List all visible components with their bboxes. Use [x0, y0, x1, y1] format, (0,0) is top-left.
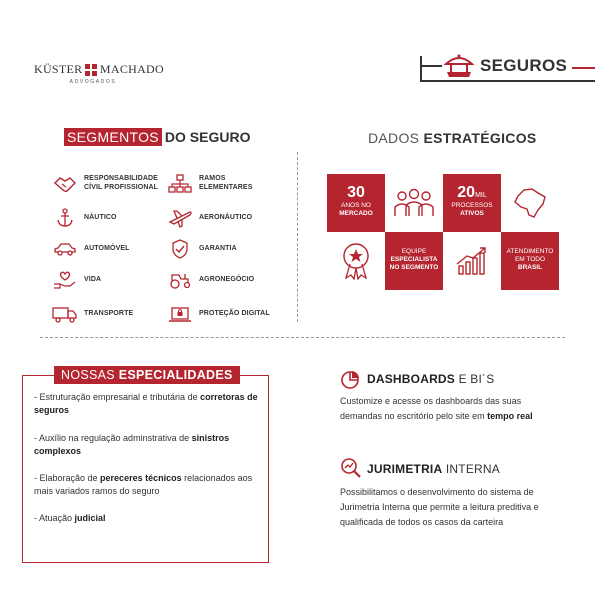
- page-title: SEGUROS: [480, 56, 568, 75]
- header-rule-left: [420, 65, 442, 67]
- vertical-divider: [297, 152, 298, 322]
- header-rule-vertical: [420, 56, 422, 82]
- tile-atendimento-line2: EM TODO: [514, 256, 546, 264]
- segment-label: GARANTIA: [199, 244, 237, 252]
- especialidade-bold: sinistros complexos: [34, 433, 230, 457]
- dashboards-text-bold: tempo real: [487, 410, 533, 421]
- tile-atendimento-line1: ATENDIMENTO: [506, 248, 554, 255]
- tile-anos-mercado: [327, 174, 385, 232]
- tractor-icon: [167, 270, 193, 290]
- segment-item: [167, 304, 270, 324]
- tile-processos-line1: PROCESSOS: [451, 202, 493, 209]
- logo-name-left: KÜSTER: [34, 62, 83, 76]
- dados-title-light: DADOS: [368, 130, 420, 146]
- segmentos-title: [64, 129, 250, 145]
- segment-label: AGRONEGÓCIO: [199, 275, 255, 283]
- org-chart-icon: [167, 174, 193, 194]
- segment-item: [52, 239, 130, 259]
- dashboards-title-bold: DASHBOARDS: [367, 372, 456, 386]
- segment-item: [167, 208, 252, 228]
- jurimetria-title: [367, 462, 500, 476]
- shield-check-icon: [167, 239, 193, 259]
- segment-label: TRANSPORTE: [84, 309, 134, 317]
- segment-item: [52, 174, 158, 194]
- segment-label-line1: RESPONSABILIDADE: [84, 175, 158, 183]
- dashboards-text: [340, 394, 565, 424]
- segment-item: [52, 208, 117, 228]
- dados-title-bold: ESTRATÉGICOS: [423, 130, 537, 146]
- horizontal-divider: [40, 337, 565, 338]
- logo-subtitle: ADVOGADOS: [69, 79, 117, 85]
- segment-item: [167, 174, 252, 194]
- umbrella-shield-icon: [443, 52, 475, 82]
- anchor-icon: [52, 208, 78, 228]
- especialidade-item: [34, 391, 262, 417]
- team-icon: [385, 174, 443, 232]
- growth-chart-icon: [443, 232, 501, 290]
- tile-atendimento: [501, 232, 559, 290]
- segment-label: AERONÁUTICO: [199, 213, 253, 221]
- especialidades-title: [54, 366, 240, 384]
- logo: [34, 62, 164, 86]
- jurimetria-text: Possibilitamos o desenvolvimento do sistema de Jurimetria Interna que permite a leitura preditiva e qualificada de todos os casos da carteira: [340, 487, 539, 527]
- especialidade-item: [34, 512, 262, 525]
- segment-item: [167, 270, 254, 290]
- tile-atendimento-line3: BRASIL: [517, 264, 543, 272]
- tile-equipe-line3: NO SEGMENTO: [389, 264, 439, 272]
- segment-item: [167, 239, 237, 259]
- segment-label-line1: RAMOS: [199, 175, 226, 183]
- especialidade-text: - Atuação: [34, 513, 75, 523]
- segment-item: [52, 304, 133, 324]
- header-accent-rule: [572, 67, 595, 69]
- dashboards-title: [367, 372, 494, 386]
- especialidade-text: - Estruturação empresarial e tributária de: [34, 392, 201, 402]
- tile-equipe-line1: EQUIPE: [401, 248, 427, 255]
- especialidade-item: [34, 432, 262, 458]
- especialidade-text-post: relacionados aos mais variados ramos do seguro: [34, 473, 253, 497]
- especialidade-bold: corretoras de seguros: [34, 392, 258, 416]
- dashboards-text-body: Customize e acesse os dashboards das suas demandas no escritório pelo site em: [340, 396, 522, 421]
- tile-anos-value: 30: [347, 184, 365, 201]
- especialidade-text: - Auxílio na regulação adminstrativa de: [34, 433, 192, 443]
- segment-label: AUTOMÓVEL: [84, 244, 130, 252]
- tile-processos-suffix: MIL: [475, 192, 487, 199]
- logo-name-right: MACHADO: [99, 62, 164, 76]
- handshake-icon: [52, 174, 78, 194]
- tile-equipe: [385, 232, 443, 290]
- especialidade-bold: pereceres técnicos: [100, 473, 182, 483]
- segmentos-title-rest: DO SEGURO: [164, 129, 251, 145]
- dashboards-title-light: E BI´S: [458, 372, 495, 386]
- truck-icon: [52, 304, 78, 324]
- laptop-lock-icon: [167, 304, 193, 324]
- tile-anos-line1: ANOS NO: [341, 202, 371, 209]
- brazil-map-icon: [501, 174, 559, 232]
- segment-label: NÁUTICO: [84, 213, 117, 221]
- jurimetria-title-bold: JURIMETRIA: [367, 462, 443, 476]
- tile-processos-value: 20: [457, 184, 476, 201]
- jurimetria-title-light: INTERNA: [445, 462, 500, 476]
- tile-processos: [443, 174, 501, 232]
- segment-label-line2: ELEMENTARES: [199, 184, 253, 191]
- tile-anos-line2: MERCADO: [339, 210, 373, 218]
- segmentos-title-highlight: SEGMENTOS: [64, 128, 162, 146]
- car-icon: [52, 239, 78, 259]
- dados-title: [368, 130, 537, 146]
- especialidade-bold: judicial: [74, 513, 106, 523]
- tile-equipe-line2: ESPECIALISTA: [390, 256, 438, 264]
- segment-label-line2: CÍVIL PROFISSIONAL: [84, 184, 159, 191]
- pie-chart-icon: [340, 370, 360, 395]
- segment-label: VIDA: [84, 275, 102, 283]
- especialidades-title-bold: ESPECIALIDADES: [118, 368, 233, 382]
- especialidade-text: - Elaboração de: [34, 473, 101, 483]
- magnifier-chart-icon: [340, 457, 362, 484]
- tile-processos-line2: ATIVOS: [460, 210, 484, 218]
- segment-label: PROTEÇÃO DIGITAL: [199, 309, 270, 317]
- airplane-icon: [167, 208, 193, 228]
- especialidade-item: [34, 472, 262, 498]
- especialidades-title-light: NOSSAS: [61, 368, 115, 382]
- heart-hand-icon: [52, 270, 78, 290]
- segment-item: [52, 270, 101, 290]
- award-icon: [327, 232, 385, 290]
- logo-cross-icon: [85, 64, 96, 76]
